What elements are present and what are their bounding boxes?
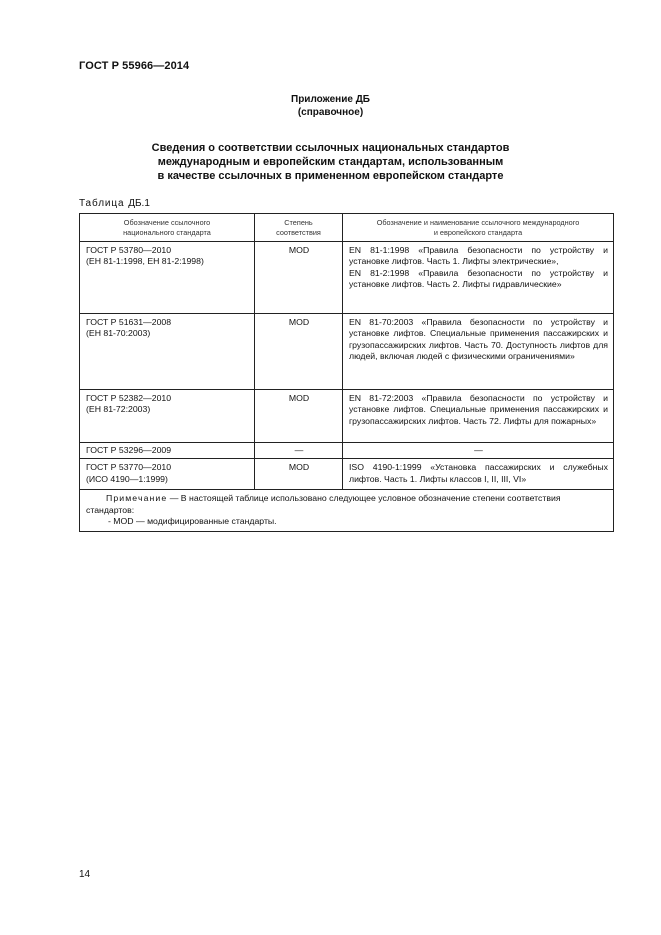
table-row (80, 443, 614, 459)
cell-national: ГОСТ Р 51631—2008 (ЕН 81-70:2003) (80, 314, 255, 390)
cell-degree: MOD (255, 314, 343, 390)
section-title (0, 141, 661, 183)
cell-name: EN 81-70:2003 «Правила безопасности по устройству и установке лифтов. Специальные применения пассажирских и грузопассажирских лифтов. Часть 70. Доступность лифтов для людей, включая людей с физическими ограничениями» (343, 314, 614, 390)
cell-national: ГОСТ Р 52382—2010 (ЕН 81-72:2003) (80, 390, 255, 443)
table-note (80, 490, 614, 532)
note-label: Примечание (106, 493, 168, 504)
cell-degree: — (255, 443, 343, 459)
cell-national: ГОСТ Р 53770—2010 (ИСО 4190—1:1999) (80, 459, 255, 490)
table-header-row (80, 214, 614, 242)
table-row (80, 314, 614, 390)
table-caption-number: ДБ.1 (128, 198, 150, 209)
note-item: - MOD — модифицированные стандарты. (108, 515, 277, 526)
page-number: 14 (79, 869, 91, 880)
table-row (80, 459, 614, 490)
cell-name: EN 81-72:2003 «Правила безопасности по устройству и установке лифтов. Специальные применения пассажирских и грузопассажирских лифтов. Часть 72. Лифты для пожарных» (343, 390, 614, 443)
section-title-line-2: международным и европейским стандартам, использованным (157, 156, 504, 168)
section-title-line-1: Сведения о соответствии ссылочных национальных стандартов (151, 142, 510, 154)
table-caption-label: Таблица (79, 198, 125, 209)
appendix-heading (0, 93, 661, 119)
table-note-row (80, 490, 614, 532)
cell-degree: MOD (255, 242, 343, 314)
header-degree: Степень соответствия (255, 214, 343, 242)
appendix-subtitle: (справочное) (297, 107, 364, 118)
header-international-standard: Обозначение и наименование ссылочного международного и европейского стандарта (343, 214, 614, 242)
section-title-line-3: в качестве ссылочных в примененном европейском стандарте (157, 170, 504, 182)
table-row (80, 242, 614, 314)
header-national-standard: Обозначение ссылочного национального стандарта (80, 214, 255, 242)
cell-national: ГОСТ Р 53780—2010 (ЕН 81-1:1998, ЕН 81-2:1998) (80, 242, 255, 314)
cell-degree: MOD (255, 459, 343, 490)
cell-degree: MOD (255, 390, 343, 443)
correspondence-table (79, 213, 614, 532)
cell-national: ГОСТ Р 53296—2009 (80, 443, 255, 459)
cell-name: EN 81-1:1998 «Правила безопасности по устройству и установке лифтов. Часть 1. Лифты электрические», EN 81-2:1998 «Правила безопасности по устройству и установке лифтов. Часть 2. Лифты гидравлические» (343, 242, 614, 314)
document-code: ГОСТ Р 55966—2014 (79, 60, 190, 72)
cell-name: ISO 4190-1:1999 «Установка пассажирских и служебных лифтов. Часть 1. Лифты классов I, II, III, VI» (343, 459, 614, 490)
note-text: — В настоящей таблице использовано следующее условное обозначение степени соответствия стандартов: (86, 493, 561, 515)
cell-name: — (343, 443, 614, 459)
table-caption (79, 198, 150, 209)
table-row (80, 390, 614, 443)
appendix-title: Приложение ДБ (291, 94, 370, 105)
